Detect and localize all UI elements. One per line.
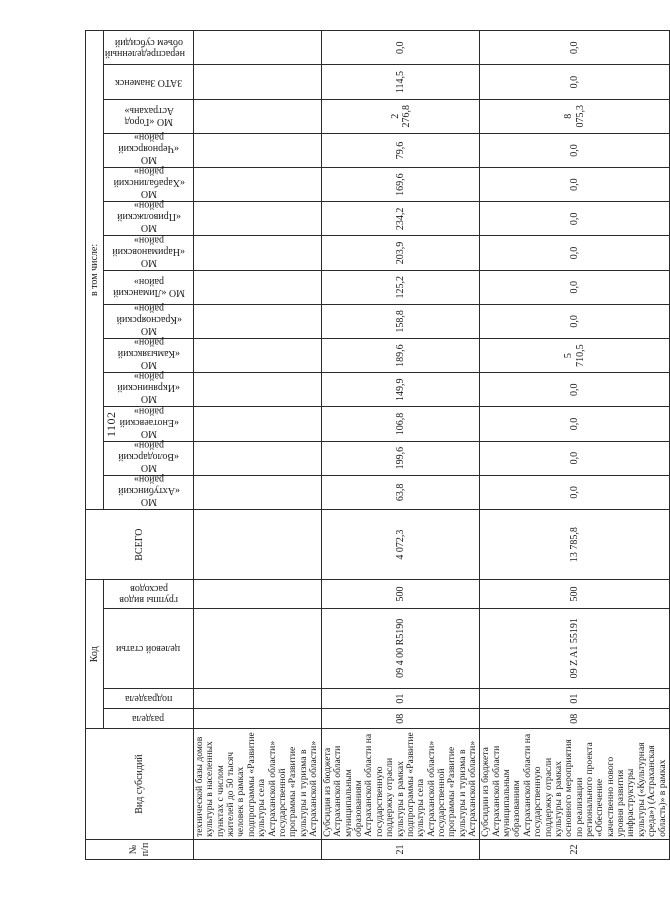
header-recipient: МО «Красноярский район» xyxy=(104,304,194,338)
header-recipient: МО «Черноярский район» xyxy=(104,133,194,167)
row-num: 22 xyxy=(480,839,669,859)
page-number: 1102 xyxy=(104,411,118,437)
row-value: 0,0 xyxy=(480,304,669,338)
table-row xyxy=(322,31,480,860)
row-value: 189,6 xyxy=(322,339,480,373)
row-value: 0,0 xyxy=(480,65,669,99)
row-value: 0,0 xyxy=(480,202,669,236)
header-total: ВСЕГО xyxy=(86,509,194,579)
header-recipient: МО «Камызякский район» xyxy=(104,339,194,373)
row-value: 0,0 xyxy=(480,441,669,475)
row-value: 234,2 xyxy=(322,202,480,236)
row-value: 158,8 xyxy=(322,304,480,338)
header-code: Код xyxy=(86,580,104,729)
row-value: 63,8 xyxy=(322,475,480,509)
header-recipient: МО «Город Астрахань» xyxy=(104,99,194,133)
row-value: 125,2 xyxy=(322,270,480,304)
row-value: 0,0 xyxy=(480,133,669,167)
subsidy-table xyxy=(85,30,670,860)
row-num: 21 xyxy=(322,839,480,859)
row-value: 0,0 xyxy=(480,236,669,270)
row-celevaya: 09 4 00 R5190 xyxy=(322,608,480,688)
row-value: 2 276,8 xyxy=(322,99,480,133)
row-desc: Субсидия из бюджета Астраханской области муниципальным образованиям Астраханской области на государственную поддержку отрасли культуры в рамках подпрограммы «Развитие культуры села Астраханской области» государственной программы «Развитие культуры и туризма в Астраханской области» xyxy=(322,729,480,840)
header-recipient: МО «Володарский район» xyxy=(104,441,194,475)
row-value: 0,0 xyxy=(480,270,669,304)
row-value: 169,6 xyxy=(322,168,480,202)
row-total: 4 072,3 xyxy=(322,509,480,579)
row-value: 0,0 xyxy=(322,31,480,66)
row-value: 114,5 xyxy=(322,65,480,99)
row-value: 0,0 xyxy=(480,407,669,441)
continuation-desc: технической базы домов культуры в населенных пунктах с числом жителей до 50 тысяч человек в рамках подпрограммы «Развитие культуры села Астраханской области» государственной программы «Развитие культуры и туризма в Астраханской области» xyxy=(194,729,322,840)
row-value: 0,0 xyxy=(480,31,669,66)
row-podrazdel: 01 xyxy=(322,689,480,709)
row-celevaya: 09 Z A1 55191 xyxy=(480,608,669,688)
header-num: № п/п xyxy=(86,839,194,859)
row-razdel: 08 xyxy=(480,709,669,729)
row-value: 0,0 xyxy=(480,168,669,202)
table-row xyxy=(480,31,669,860)
row-value: 8 075,3 xyxy=(480,99,669,133)
row-value: 203,9 xyxy=(322,236,480,270)
header-recipient: нераспределенный объем субсидий xyxy=(104,31,194,66)
row-gruppa: 500 xyxy=(480,580,669,608)
header-recipient: МО «Енотаевский район» xyxy=(104,407,194,441)
row-value: 79,6 xyxy=(322,133,480,167)
header-code-gruppa: группы видов расходов xyxy=(104,580,194,608)
header-recipient: МО «Икрянинский район» xyxy=(104,373,194,407)
header-name: Вид субсидий xyxy=(86,729,194,840)
row-podrazdel: 01 xyxy=(480,689,669,709)
row-value: 5 710,5 xyxy=(480,339,669,373)
row-desc: Субсидии из бюджета Астраханской области муниципальным образованиям Астраханской области на государственную поддержку отрасли культуры в рамках основного мероприятия по реализации регионального проекта «Обеспечение качественно нового уровня развития инфраструктуры культуры («Культурная среда») (Астраханская область)» в рамках xyxy=(480,729,669,840)
table-row-continuation xyxy=(194,31,322,860)
row-value: 0,0 xyxy=(480,373,669,407)
header-recipient: МО «Приволжский район» xyxy=(104,202,194,236)
header-code-celevaya: целевой статьи xyxy=(104,608,194,688)
row-razdel: 08 xyxy=(322,709,480,729)
header-recipient: МО «Наримановский район» xyxy=(104,236,194,270)
header-including: в том числе: xyxy=(86,31,104,510)
header-code-razdel: раздела xyxy=(104,709,194,729)
row-value: 149,9 xyxy=(322,373,480,407)
row-gruppa: 500 xyxy=(322,580,480,608)
header-recipient: МО «Лиманский район» xyxy=(104,270,194,304)
row-total: 13 785,8 xyxy=(480,509,669,579)
header-recipient: МО «Харабалинский район» xyxy=(104,168,194,202)
header-recipient: МО «Ахтубинский район» xyxy=(104,475,194,509)
header-recipient: ЗАТО Знаменск xyxy=(104,65,194,99)
row-value: 0,0 xyxy=(480,475,669,509)
row-value: 199,6 xyxy=(322,441,480,475)
subsidy-table-container xyxy=(85,30,668,860)
row-value: 106,8 xyxy=(322,407,480,441)
header-code-podrazdel: подраздела xyxy=(104,689,194,709)
